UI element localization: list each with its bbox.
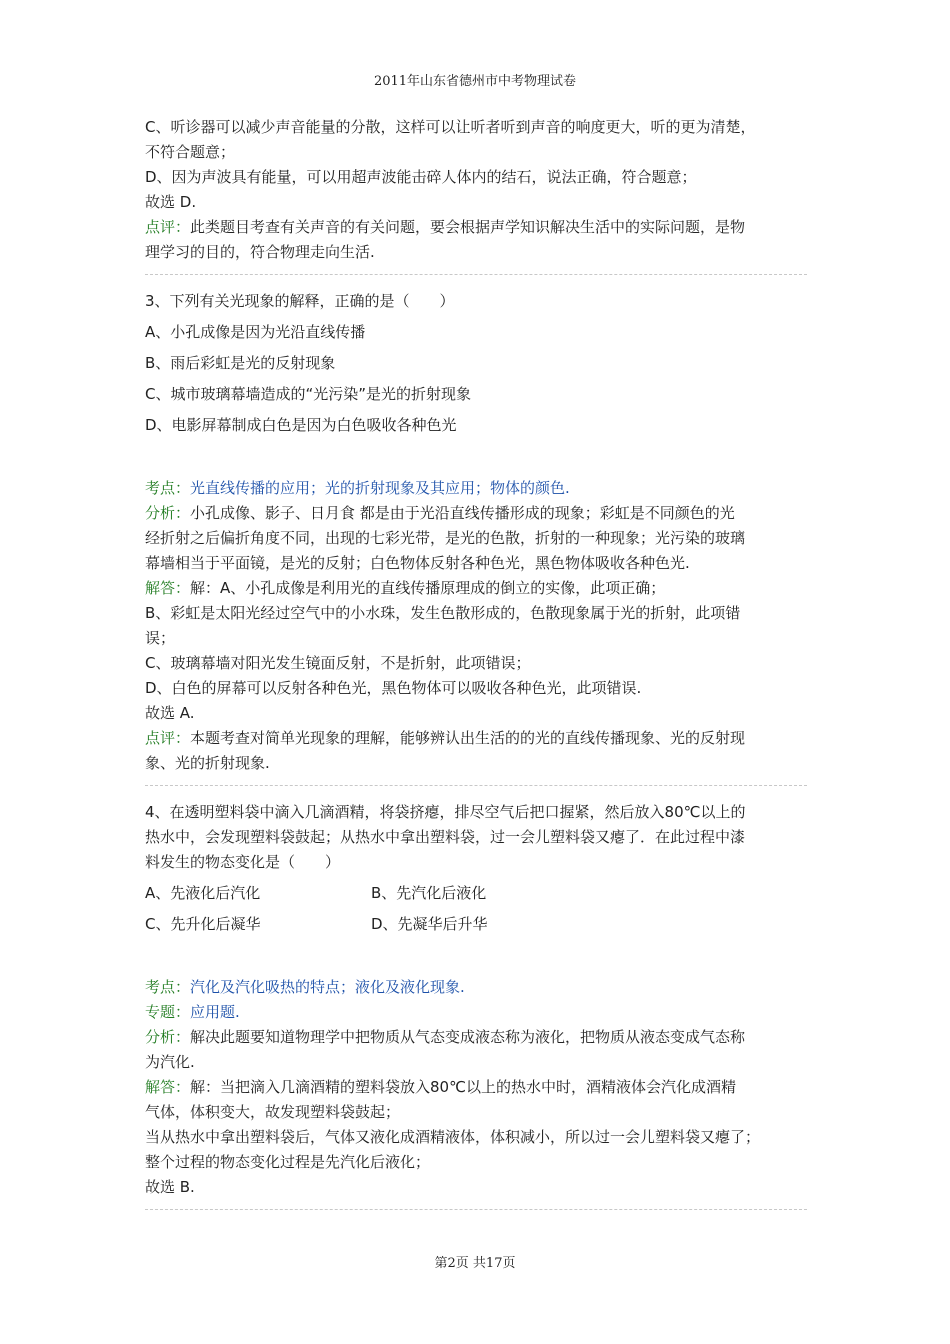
comment-label: 点评： [145, 729, 191, 747]
q4-stem-line3: 料发生的物态变化是（ ） [145, 853, 341, 871]
spacer [145, 438, 807, 476]
q3-option-b: B、雨后彩虹是光的反射现象 [145, 354, 336, 372]
q3-comment [145, 726, 807, 751]
q3-option-d: D、电影屏幕制成白色是因为白色吸收各种色光 [145, 416, 457, 434]
q4-fenxi [145, 1025, 807, 1050]
kaodian-text: 汽化及汽化吸热的特点；液化及液化现象. [190, 978, 465, 996]
kaodian-label: 考点： [145, 978, 191, 996]
q2-comment [145, 215, 807, 240]
q3-fenxi-line3: 幕墙相当于平面镜，是光的反射；白色物体反射各种色光，黑色物体吸收各种色光. [145, 554, 690, 572]
q2-comment-line2: 理学习的目的，符合物理走向生活. [145, 243, 375, 261]
q4-answer: 故选 B. [145, 1178, 195, 1196]
q3-jieda-line5: D、白色的屏幕可以反射各种色光，黑色物体可以吸收各种色光，此项错误. [145, 679, 642, 697]
q4-jieda-line4: 整个过程的物态变化过程是先汽化后液化； [145, 1153, 431, 1171]
q4-zhuanti [145, 1000, 807, 1025]
q3-jieda-line4: C、玻璃幕墙对阳光发生镜面反射，不是折射，此项错误； [145, 654, 531, 672]
kaodian-label: 考点： [145, 479, 191, 497]
q3-option-a: A、小孔成像是因为光沿直线传播 [145, 323, 366, 341]
q3-stem: 3、下列有关光现象的解释，正确的是（ ） [145, 292, 455, 310]
q2-answer: 故选 D. [145, 193, 197, 211]
q3-answer: 故选 A. [145, 704, 195, 722]
zhuanti-text: 应用题. [190, 1003, 240, 1021]
q4-stem-line1: 4、在透明塑料袋中滴入几滴酒精，将袋挤瘪，排尽空气后把口握紧，然后放入80℃以上的 [145, 803, 746, 821]
comment-text: 此类题目考查有关声音的有关问题，要会根据声学知识解决生活中的实际问题，是物 [190, 218, 746, 236]
fenxi-text: 小孔成像、影子、日月食 都是由于光沿直线传播形成的现象；彩虹是不同颜色的光 [190, 504, 735, 522]
zhuanti-label: 专题： [145, 1003, 191, 1021]
q4-options-row1 [145, 881, 807, 906]
fenxi-label: 分析： [145, 1028, 191, 1046]
kaodian-text: 光直线传播的应用；光的折射现象及其应用；物体的颜色. [190, 479, 570, 497]
q4-stem-line2: 热水中，会发现塑料袋鼓起；从热水中拿出塑料袋，过一会儿塑料袋又瘪了．在此过程中漆 [145, 828, 746, 846]
q4-option-b: B、先汽化后液化 [371, 884, 487, 902]
section-divider [145, 785, 807, 786]
q3-fenxi-line2: 经折射之后偏折角度不同，出现的七彩光带，是光的色散，折射的一种现象；光污染的玻璃 [145, 529, 746, 547]
q4-option-a: A、先液化后汽化 [145, 884, 261, 902]
fenxi-label: 分析： [145, 504, 191, 522]
q4-jieda-line2: 气体，体积变大，故发现塑料袋鼓起； [145, 1103, 401, 1121]
q3-option-c: C、城市玻璃幕墙造成的“光污染”是光的折射现象 [145, 385, 472, 403]
q2-option-c-line2: 不符合题意； [145, 143, 236, 161]
jieda-label: 解答： [145, 1078, 191, 1096]
q2-continuation [145, 115, 807, 265]
page-footer: 第2页 共17页 [434, 1256, 516, 1271]
q4-options-row2 [145, 912, 807, 937]
q4-option-d: D、先凝华后升华 [371, 915, 488, 933]
section-divider [145, 1209, 807, 1210]
q3-fenxi [145, 501, 807, 526]
jieda-text: 解：当把滴入几滴酒精的塑料袋放入80℃以上的热水中时，酒精液体会汽化成酒精 [190, 1078, 736, 1096]
spacer [145, 937, 807, 975]
fenxi-text: 解决此题要知道物理学中把物质从气态变成液态称为液化，把物质从液态变成气态称 [190, 1028, 746, 1046]
q2-option-c-line1: C、听诊器可以减少声音能量的分散，这样可以让听者听到声音的响度更大，听的更为清楚， [145, 118, 756, 136]
q3-jieda-line3: 误； [145, 629, 176, 647]
q3-jieda-line2: B、彩虹是太阳光经过空气中的小水珠，发生色散形成的，色散现象属于光的折射，此项错 [145, 604, 741, 622]
q4-jieda [145, 1075, 807, 1100]
q3-kaodian [145, 476, 807, 501]
page-content [145, 115, 807, 1220]
jieda-label: 解答： [145, 579, 191, 597]
question-3 [145, 289, 807, 776]
q4-option-c: C、先升化后凝华 [145, 915, 261, 933]
q2-option-d: D、因为声波具有能量，可以用超声波能击碎人体内的结石，说法正确，符合题意； [145, 168, 697, 186]
page-header: 2011年山东省德州市中考物理试卷 [373, 74, 577, 89]
q3-comment-line2: 象、光的折射现象. [145, 754, 270, 772]
q4-kaodian [145, 975, 807, 1000]
comment-label: 点评： [145, 218, 191, 236]
comment-text: 本题考查对简单光现象的理解，能够辨认出生活的的光的直线传播现象、光的反射现 [190, 729, 746, 747]
jieda-text: 解：A、小孔成像是利用光的直线传播原理成的倒立的实像，此项正确； [190, 579, 666, 597]
q3-jieda [145, 576, 807, 601]
q4-fenxi-line2: 为汽化. [145, 1053, 195, 1071]
section-divider [145, 274, 807, 275]
question-4 [145, 800, 807, 1200]
q4-jieda-line3: 当从热水中拿出塑料袋后，气体又液化成酒精液体，体积减小，所以过一会儿塑料袋又瘪了； [145, 1128, 761, 1146]
